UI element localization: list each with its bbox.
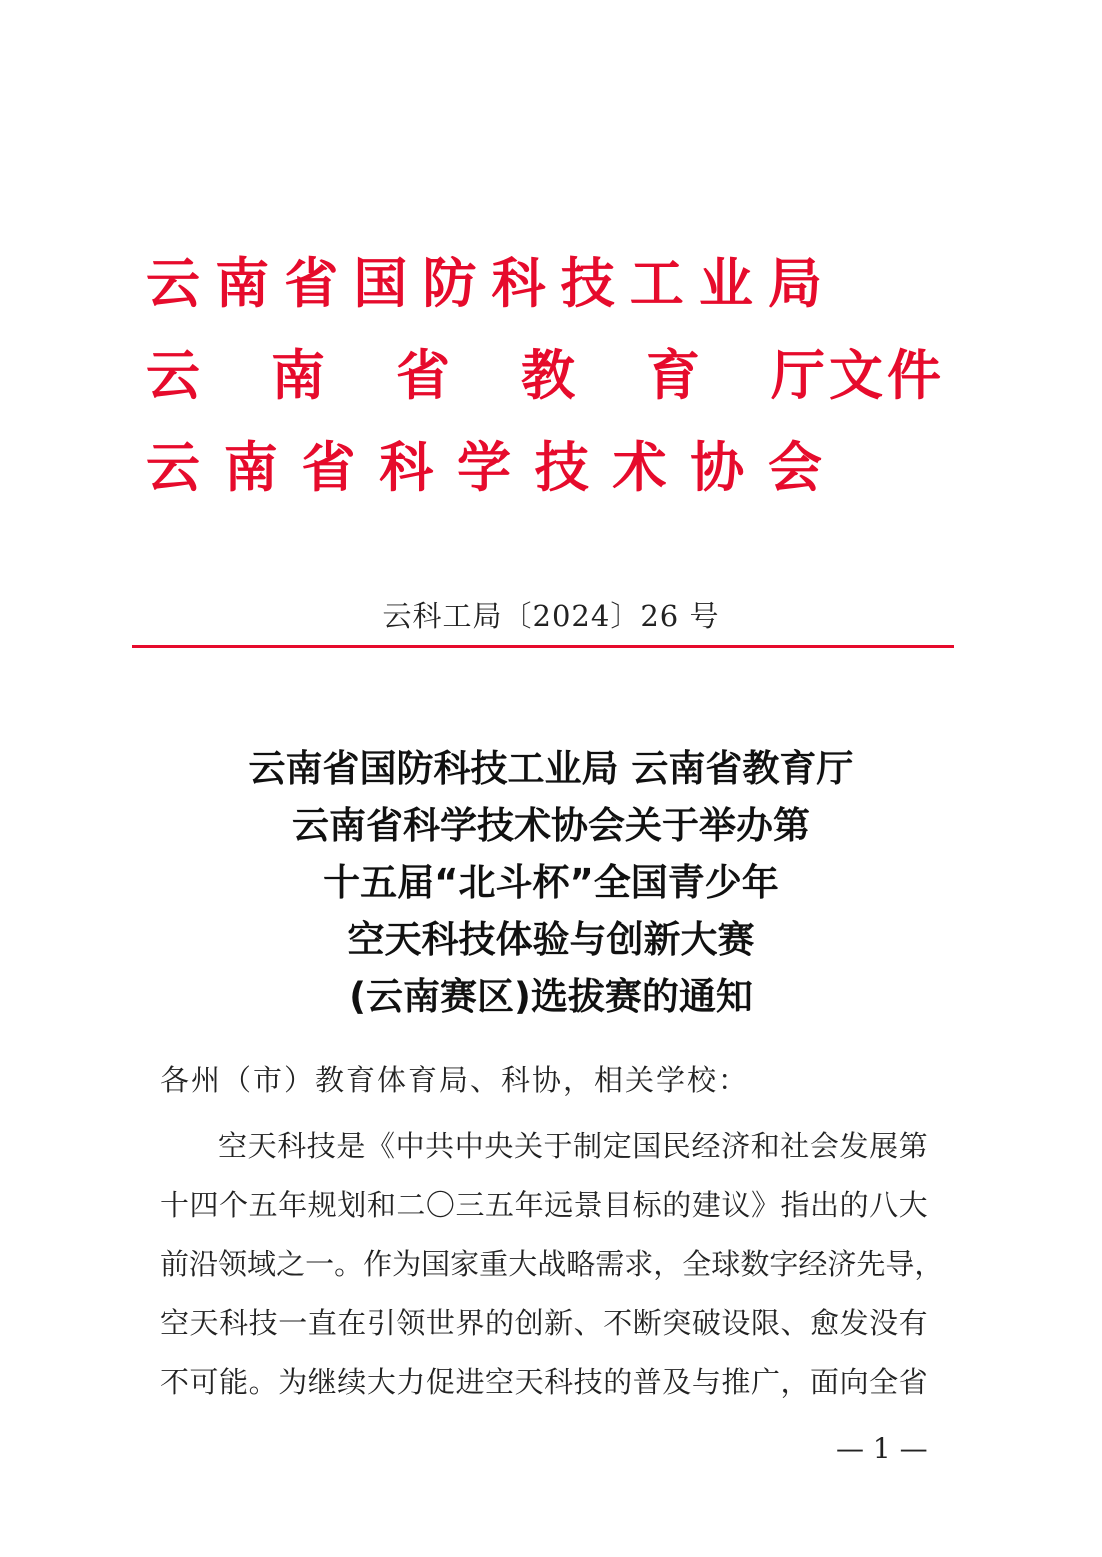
body-line: 十 四 个 五 年 规 划 和 二 〇 三 五 年 远 景 目 标 的 建 议 》 指 出 的 八 大 (160, 1188, 928, 1222)
title-line: 云南省科学技术协会关于举办第 (292, 804, 810, 847)
issuer-line-2: 云 南 省 教 育 厅 文 件 (146, 344, 941, 407)
body-line: 空 天 科 技 是 《 中 共 中 央 关 于 制 定 国 民 经 济 和 社 会 发 展 第 (218, 1129, 928, 1163)
title-line: 云南省国防科技工业局 云南省教育厅 (248, 747, 854, 790)
document-number: 云科工局〔2024〕26 号 (382, 599, 720, 633)
document-title (0, 740, 1102, 1025)
red-separator-line (132, 645, 954, 648)
issuer-line-1: 云 南 省 国 防 科 技 工 业 局 (146, 252, 822, 315)
title-line: 空天科技体验与创新大赛 (347, 918, 755, 961)
body-line: 前 沿 领 域 之 一 。 作 为 国 家 重 大 战 略 需 求 ， 全 球 数 字 经 济 先 导 ， (160, 1247, 944, 1281)
title-line: 十五届“北斗杯”全国青少年 (323, 861, 779, 904)
page-number: — 1 — (836, 1432, 928, 1465)
title-line: (云南赛区)选拔赛的通知 (349, 975, 753, 1018)
salutation: 各州（市）教育体育局、科协，相关学校： (160, 1063, 750, 1097)
body-line: 不 可 能 。 为 继 续 大 力 促 进 空 天 科 技 的 普 及 与 推 广 ， 面 向 全 省 (160, 1365, 928, 1399)
issuer-line-3: 云 南 省 科 学 技 术 协 会 (146, 436, 822, 499)
body-line: 空 天 科 技 一 直 在 引 领 世 界 的 创 新 、 不 断 突 破 设 限 、 愈 发 没 有 (160, 1306, 928, 1340)
